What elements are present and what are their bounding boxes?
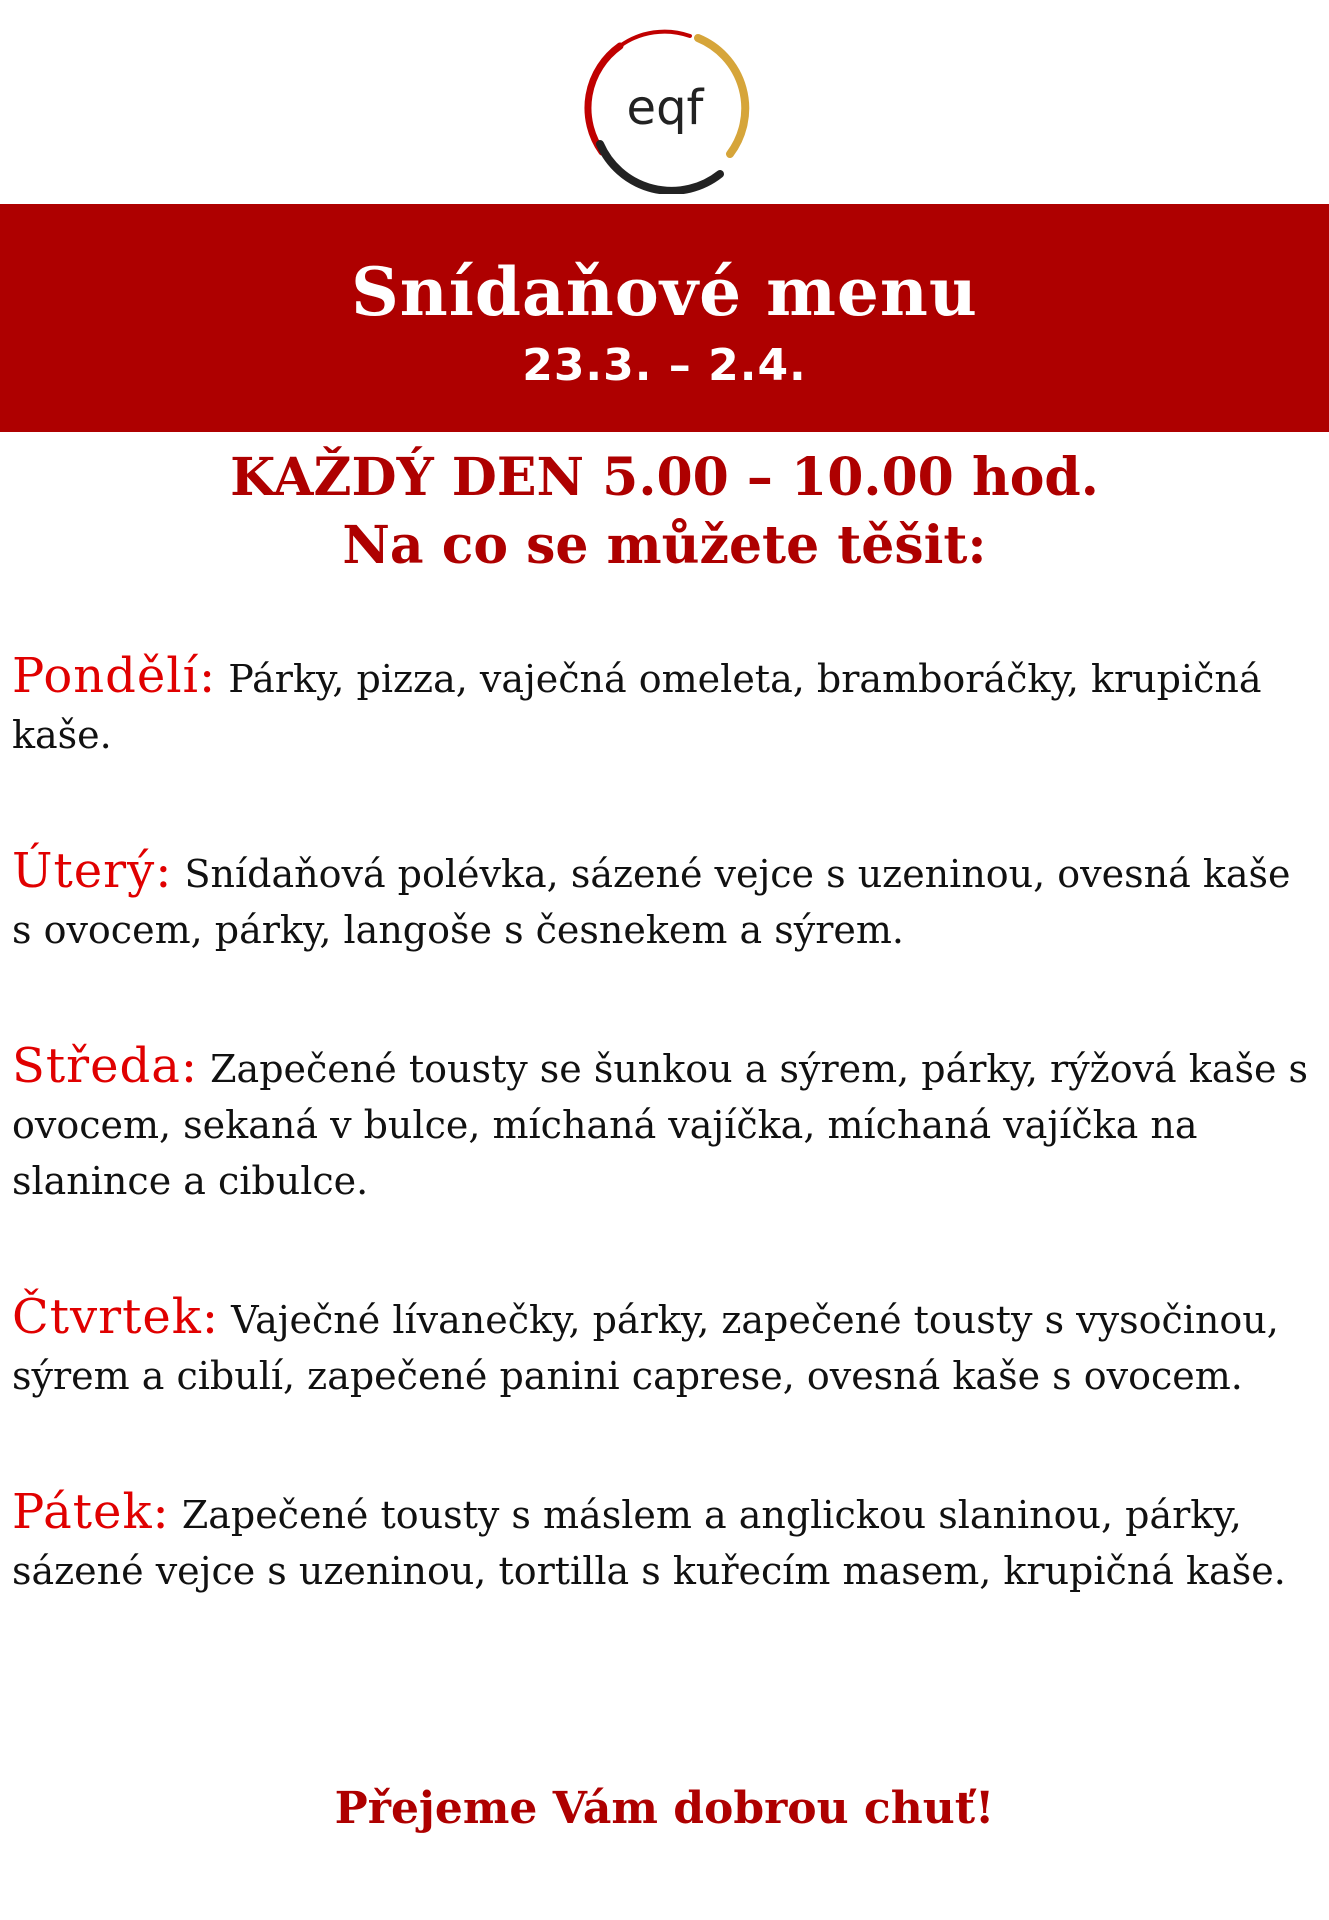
day-monday (12, 648, 1322, 763)
day-wednesday (12, 1038, 1322, 1209)
day-label: Úterý: (12, 843, 173, 899)
day-label: Pátek: (12, 1484, 170, 1540)
day-tuesday (12, 843, 1322, 958)
day-items: Snídaňová polévka, sázené vejce s uzeninou, ovesná kaše s ovocem, párky, langoše s česnekem a sýrem. (12, 852, 1291, 952)
eqf-logo-icon (580, 24, 750, 194)
day-thursday (12, 1289, 1322, 1404)
date-range: 23.3. – 2.4. (522, 340, 807, 391)
day-items: Zapečené tousty s máslem a anglickou slaninou, párky, sázené vejce s uzeninou, tortilla s kuřecím masem, krupičná kaše. (12, 1493, 1286, 1593)
day-items: Vaječné lívanečky, párky, zapečené tousty s vysočinou, sýrem a cibulí, zapečené panini caprese, ovesná kaše s ovocem. (12, 1298, 1279, 1398)
eqf-logo (580, 24, 750, 194)
day-label: Čtvrtek: (12, 1289, 220, 1345)
day-items: Párky, pizza, vaječná omeleta, bramboráčky, krupičná kaše. (12, 657, 1262, 757)
day-label: Pondělí: (12, 648, 217, 704)
menu-teaser: Na co se můžete těšit: (342, 515, 987, 576)
logo-text: eqf (626, 80, 704, 136)
day-friday (12, 1484, 1322, 1599)
title-banner (0, 204, 1329, 432)
weekly-menu (12, 648, 1322, 1599)
page-title: Snídaňové menu (351, 253, 978, 331)
day-items: Zapečené tousty se šunkou a sýrem, párky, rýžová kaše s ovocem, sekaná v bulce, míchaná vajíčka, míchaná vajíčka na slanince a cibulce. (12, 1047, 1309, 1203)
closing-greeting: Přejeme Vám dobrou chuť! (334, 1783, 995, 1834)
serving-hours: KAŽDÝ DEN 5.00 – 10.00 hod. (230, 447, 1099, 508)
day-label: Středa: (12, 1038, 199, 1094)
